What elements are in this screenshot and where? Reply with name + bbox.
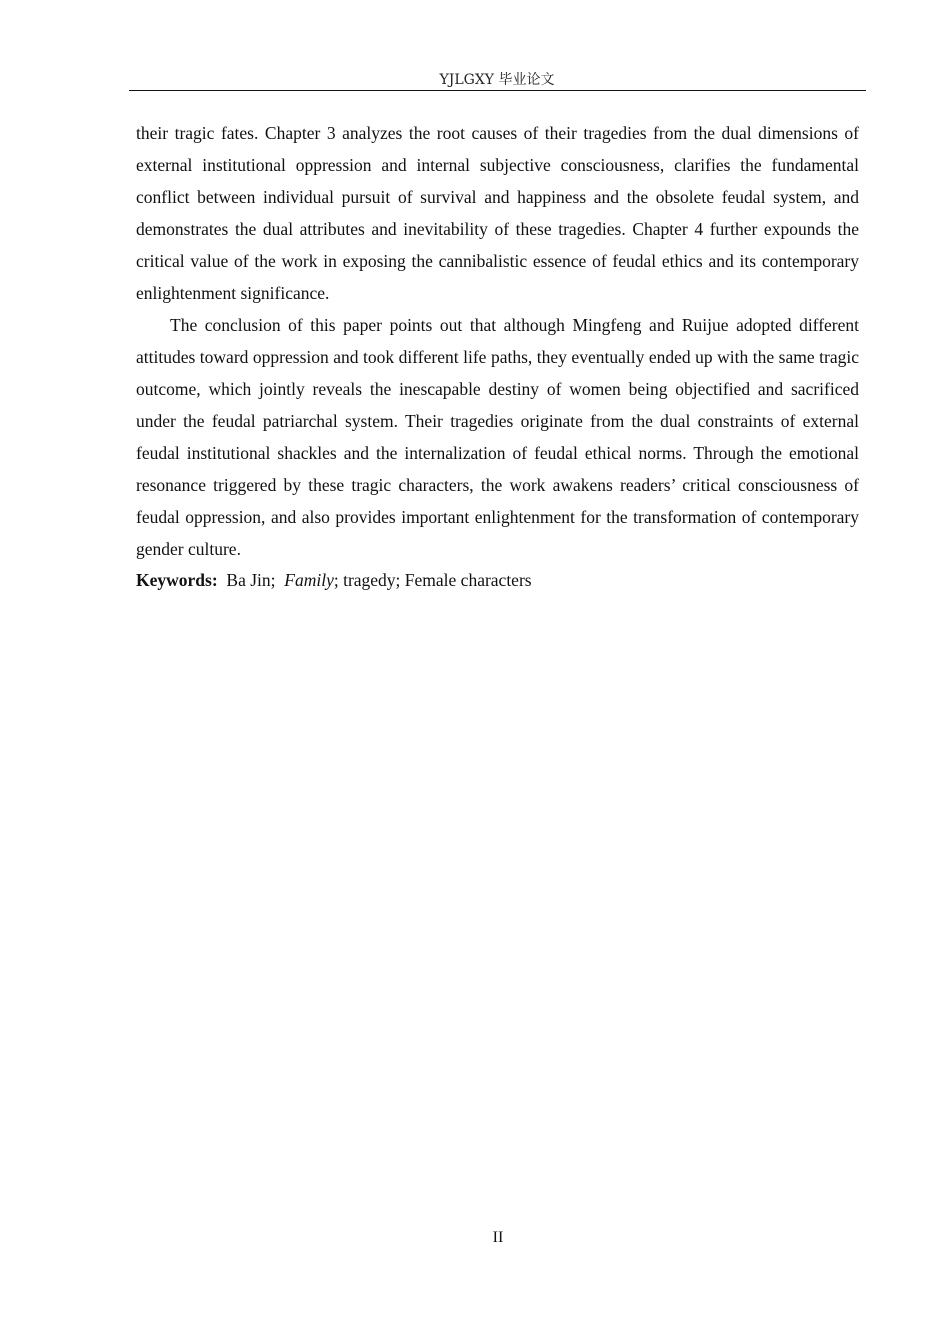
keyword-book-title: Family [284,570,334,590]
page-header: YJLGXY 毕业论文 [439,72,555,88]
keywords-line [136,565,859,595]
abstract-paragraph-1: their tragic fates. Chapter 3 analyzes the root causes of their tragedies from the dual dimensions of external institutional oppression and internal subjective consciousness, clarifies the fundamental conflict between individual pursuit of survival and happiness and the obsolete feudal system, and demonstrates the dual attributes and inevitability of these tragedies. Chapter 4 further expounds the critical value of the work in exposing the cannibalistic essence of feudal ethics and its contemporary enlightenment significance. [136,123,859,303]
keyword-item: Ba Jin; [226,570,276,590]
abstract-body [136,117,859,595]
abstract-paragraph-2: The conclusion of this paper points out that although Mingfeng and Ruijue adopted different attitudes toward oppression and took different life paths, they eventually ended up with the same tragic outcome, which jointly reveals the inescapable destiny of women being objectified and sacrificed under the feudal patriarchal system. Their tragedies originate from the dual constraints of external feudal institutional shackles and the internalization of feudal ethical norms. Through the emotional resonance triggered by these tragic characters, the work awakens readers’ critical consciousness of feudal oppression, and also provides important enlightenment for the transformation of contemporary gender culture. [136,315,859,559]
keyword-items-rest: ; tragedy; Female characters [333,570,532,590]
page-number: II [492,1229,504,1246]
header-rule [129,90,866,91]
keywords-label: Keywords: [136,570,218,590]
